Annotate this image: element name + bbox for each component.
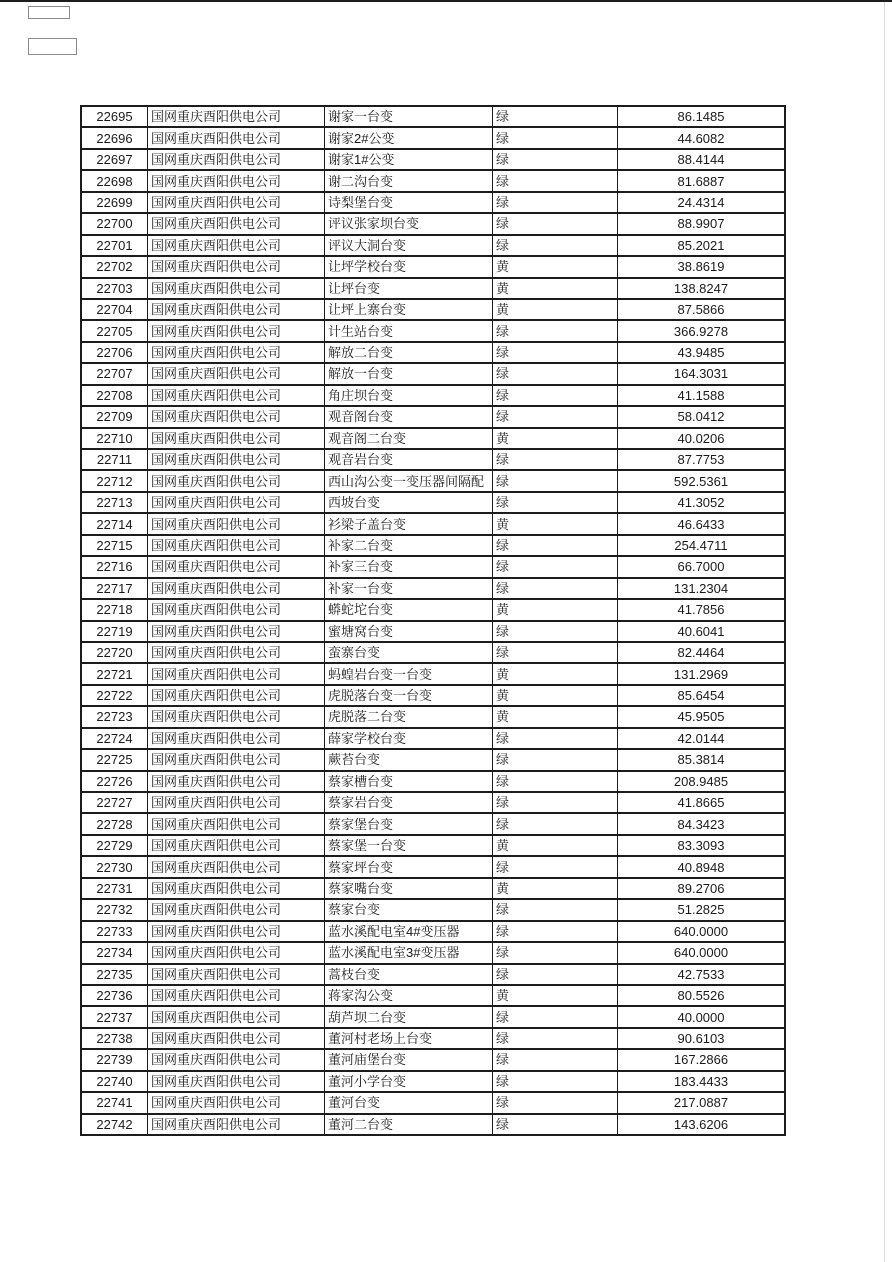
cell-company: 国网重庆酉阳供电公司 — [148, 386, 325, 405]
cell-row-id: 22699 — [82, 193, 148, 212]
cell-status: 绿 — [493, 1029, 618, 1048]
cell-company: 国网重庆酉阳供电公司 — [148, 664, 325, 683]
cell-row-id: 22718 — [82, 600, 148, 619]
cell-value: 43.9485 — [677, 345, 725, 361]
cell-row-id: 22700 — [82, 214, 148, 233]
cell-station-name: 谢家1#公变 — [325, 150, 493, 169]
cell-value: 86.1485 — [677, 109, 725, 125]
cell-value: 66.7000 — [677, 559, 725, 575]
cell-company: 国网重庆酉阳供电公司 — [148, 643, 325, 662]
cell-value: 90.6103 — [677, 1031, 725, 1047]
cell-station-name: 计生站台变 — [325, 321, 493, 340]
cell-status: 绿 — [493, 943, 618, 962]
cell-status: 黄 — [493, 686, 618, 705]
cell-company: 国网重庆酉阳供电公司 — [148, 1007, 325, 1026]
cell-value: 208.9485 — [673, 773, 729, 789]
cell-station-name: 虎脱落二台变 — [325, 707, 493, 726]
cell-company: 国网重庆酉阳供电公司 — [148, 321, 325, 340]
cell-value: 85.3814 — [677, 752, 725, 768]
cell-row-id: 22711 — [82, 450, 148, 469]
cell-value: 640.0000 — [673, 923, 729, 939]
cell-status: 绿 — [493, 814, 618, 833]
cell-station-name: 诗梨堡台变 — [325, 193, 493, 212]
cell-status: 绿 — [493, 1072, 618, 1091]
cell-value: 81.6887 — [677, 173, 725, 189]
table-row — [82, 536, 784, 557]
cell-station-name: 蔡家槽台变 — [325, 772, 493, 791]
cell-row-id: 22714 — [82, 514, 148, 533]
cell-status: 绿 — [493, 1093, 618, 1112]
cell-station-name: 西山沟公变一变压器间隔配 — [325, 471, 493, 490]
table-row — [82, 300, 784, 321]
cell-status: 黄 — [493, 600, 618, 619]
cell-row-id: 22696 — [82, 128, 148, 147]
cell-row-id: 22705 — [82, 321, 148, 340]
cell-status: 黄 — [493, 514, 618, 533]
cell-status: 绿 — [493, 1115, 618, 1134]
cell-company: 国网重庆酉阳供电公司 — [148, 579, 325, 598]
cell-value: 88.4144 — [677, 152, 725, 168]
cell-row-id: 22738 — [82, 1029, 148, 1048]
cell-row-id: 22704 — [82, 300, 148, 319]
table-row — [82, 236, 784, 257]
cell-value: 87.7753 — [677, 452, 725, 468]
table-row — [82, 729, 784, 750]
cell-row-id: 22728 — [82, 814, 148, 833]
cell-row-id: 22726 — [82, 772, 148, 791]
cell-company: 国网重庆酉阳供电公司 — [148, 429, 325, 448]
cell-company: 国网重庆酉阳供电公司 — [148, 214, 325, 233]
cell-status: 绿 — [493, 643, 618, 662]
cell-company: 国网重庆酉阳供电公司 — [148, 1029, 325, 1048]
cell-status: 绿 — [493, 343, 618, 362]
cell-value: 40.6041 — [677, 623, 725, 639]
cell-company: 国网重庆酉阳供电公司 — [148, 793, 325, 812]
cell-company: 国网重庆酉阳供电公司 — [148, 107, 325, 126]
cell-station-name: 蜜塘窝台变 — [325, 622, 493, 641]
cell-value: 41.7856 — [677, 602, 725, 618]
cell-station-name: 观音阁二台变 — [325, 429, 493, 448]
cell-station-name: 蔡家台变 — [325, 900, 493, 919]
cell-station-name: 蚂蝗岩台变一台变 — [325, 664, 493, 683]
cell-value: 40.0206 — [677, 430, 725, 446]
page-right-edge — [884, 2, 885, 1262]
cell-station-name: 解放一台变 — [325, 364, 493, 383]
cell-row-id: 22736 — [82, 986, 148, 1005]
cell-company: 国网重庆酉阳供电公司 — [148, 236, 325, 255]
cell-row-id: 22706 — [82, 343, 148, 362]
table-row — [82, 1093, 784, 1114]
cell-station-name: 蔡家岩台变 — [325, 793, 493, 812]
cell-status: 绿 — [493, 493, 618, 512]
cell-value: 254.4711 — [674, 537, 728, 553]
cell-station-name: 观音岩台变 — [325, 450, 493, 469]
cell-station-name: 董河村老场上台变 — [325, 1029, 493, 1048]
cell-value: 40.8948 — [677, 859, 725, 875]
cell-station-name: 补家二台变 — [325, 536, 493, 555]
table-row — [82, 922, 784, 943]
cell-row-id: 22721 — [82, 664, 148, 683]
table-row — [82, 622, 784, 643]
cell-station-name: 董河庙堡台变 — [325, 1050, 493, 1069]
table-row — [82, 1072, 784, 1093]
cell-value: 42.7533 — [677, 966, 725, 982]
cell-value: 138.8247 — [673, 280, 729, 296]
table-row — [82, 857, 784, 878]
cell-row-id: 22740 — [82, 1072, 148, 1091]
table-row — [82, 364, 784, 385]
table-row — [82, 600, 784, 621]
cell-company: 国网重庆酉阳供电公司 — [148, 514, 325, 533]
cell-company: 国网重庆酉阳供电公司 — [148, 150, 325, 169]
cell-station-name: 让坪上寨台变 — [325, 300, 493, 319]
cell-status: 绿 — [493, 729, 618, 748]
table-row — [82, 879, 784, 900]
page-top-border — [0, 0, 892, 2]
cell-company: 国网重庆酉阳供电公司 — [148, 707, 325, 726]
cell-company: 国网重庆酉阳供电公司 — [148, 965, 325, 984]
table-row — [82, 171, 784, 192]
cell-company: 国网重庆酉阳供电公司 — [148, 450, 325, 469]
table-row — [82, 321, 784, 342]
cell-status: 绿 — [493, 471, 618, 490]
table-row — [82, 471, 784, 492]
cell-value: 40.0000 — [677, 1009, 725, 1025]
cell-station-name: 虎脱落台变一台变 — [325, 686, 493, 705]
cell-status: 绿 — [493, 965, 618, 984]
cell-station-name: 蒋家沟公变 — [325, 986, 493, 1005]
cell-value: 85.6454 — [677, 688, 725, 704]
cell-status: 绿 — [493, 922, 618, 941]
cell-status: 绿 — [493, 579, 618, 598]
transformer-table-body — [82, 107, 784, 1136]
cell-station-name: 蕨苔台变 — [325, 750, 493, 769]
cell-station-name: 葫芦坝二台变 — [325, 1007, 493, 1026]
cell-company: 国网重庆酉阳供电公司 — [148, 557, 325, 576]
cell-status: 绿 — [493, 622, 618, 641]
cell-station-name: 谢家2#公变 — [325, 128, 493, 147]
cell-status: 绿 — [493, 750, 618, 769]
table-row — [82, 965, 784, 986]
table-row — [82, 686, 784, 707]
cell-row-id: 22707 — [82, 364, 148, 383]
cell-station-name: 解放二台变 — [325, 343, 493, 362]
cell-row-id: 22708 — [82, 386, 148, 405]
cell-company: 国网重庆酉阳供电公司 — [148, 686, 325, 705]
cell-row-id: 22715 — [82, 536, 148, 555]
cell-value: 84.3423 — [677, 816, 725, 832]
cell-row-id: 22741 — [82, 1093, 148, 1112]
cell-status: 黄 — [493, 257, 618, 276]
cell-row-id: 22734 — [82, 943, 148, 962]
table-row — [82, 1029, 784, 1050]
cell-value: 83.3093 — [677, 838, 725, 854]
table-row — [82, 386, 784, 407]
cell-status: 黄 — [493, 836, 618, 855]
table-row — [82, 707, 784, 728]
cell-station-name: 角庄坝台变 — [325, 386, 493, 405]
cell-station-name: 评议张家坝台变 — [325, 214, 493, 233]
cell-status: 黄 — [493, 986, 618, 1005]
cell-row-id: 22735 — [82, 965, 148, 984]
cell-company: 国网重庆酉阳供电公司 — [148, 364, 325, 383]
cell-status: 黄 — [493, 429, 618, 448]
cell-company: 国网重庆酉阳供电公司 — [148, 943, 325, 962]
cell-row-id: 22727 — [82, 793, 148, 812]
cell-value: 24.4314 — [677, 194, 725, 210]
table-row — [82, 664, 784, 685]
placeholder-box-2 — [28, 38, 77, 55]
cell-station-name: 薛家学校台变 — [325, 729, 493, 748]
cell-company: 国网重庆酉阳供电公司 — [148, 986, 325, 1005]
table-row — [82, 407, 784, 428]
cell-row-id: 22709 — [82, 407, 148, 426]
cell-station-name: 评议大洞台变 — [325, 236, 493, 255]
cell-value: 41.3052 — [677, 495, 725, 511]
cell-row-id: 22716 — [82, 557, 148, 576]
cell-station-name: 让坪台变 — [325, 279, 493, 298]
cell-row-id: 22724 — [82, 729, 148, 748]
cell-company: 国网重庆酉阳供电公司 — [148, 1072, 325, 1091]
cell-row-id: 22722 — [82, 686, 148, 705]
cell-value: 42.0144 — [677, 730, 725, 746]
cell-station-name: 蔡家坪台变 — [325, 857, 493, 876]
table-row — [82, 750, 784, 771]
table-row — [82, 257, 784, 278]
cell-row-id: 22710 — [82, 429, 148, 448]
cell-value: 131.2304 — [673, 580, 729, 596]
cell-value: 41.1588 — [677, 387, 725, 403]
cell-station-name: 董河二台变 — [325, 1115, 493, 1134]
table-row — [82, 579, 784, 600]
table-row — [82, 557, 784, 578]
cell-status: 绿 — [493, 772, 618, 791]
cell-row-id: 22725 — [82, 750, 148, 769]
cell-status: 绿 — [493, 1050, 618, 1069]
table-row — [82, 814, 784, 835]
cell-station-name: 观音阁台变 — [325, 407, 493, 426]
table-row — [82, 429, 784, 450]
cell-station-name: 让坪学校台变 — [325, 257, 493, 276]
cell-status: 绿 — [493, 236, 618, 255]
cell-row-id: 22733 — [82, 922, 148, 941]
cell-station-name: 补家三台变 — [325, 557, 493, 576]
cell-row-id: 22730 — [82, 857, 148, 876]
cell-company: 国网重庆酉阳供电公司 — [148, 171, 325, 190]
cell-status: 黄 — [493, 279, 618, 298]
cell-station-name: 蛮寨台变 — [325, 643, 493, 662]
cell-company: 国网重庆酉阳供电公司 — [148, 343, 325, 362]
cell-status: 黄 — [493, 300, 618, 319]
cell-company: 国网重庆酉阳供电公司 — [148, 1115, 325, 1134]
cell-status: 绿 — [493, 321, 618, 340]
cell-status: 绿 — [493, 900, 618, 919]
cell-value: 89.2706 — [677, 880, 725, 896]
cell-value: 46.6433 — [677, 516, 725, 532]
cell-company: 国网重庆酉阳供电公司 — [148, 1093, 325, 1112]
cell-row-id: 22713 — [82, 493, 148, 512]
cell-value: 183.4433 — [673, 1073, 729, 1089]
cell-value: 51.2825 — [677, 902, 725, 918]
cell-company: 国网重庆酉阳供电公司 — [148, 193, 325, 212]
cell-status: 绿 — [493, 557, 618, 576]
cell-value: 592.5361 — [673, 473, 729, 489]
cell-status: 绿 — [493, 171, 618, 190]
table-row — [82, 514, 784, 535]
table-row — [82, 772, 784, 793]
cell-company: 国网重庆酉阳供电公司 — [148, 879, 325, 898]
cell-company: 国网重庆酉阳供电公司 — [148, 772, 325, 791]
table-row — [82, 150, 784, 171]
cell-station-name: 蒿枝台变 — [325, 965, 493, 984]
table-row — [82, 1007, 784, 1028]
cell-station-name: 蓝水溪配电室3#变压器 — [325, 943, 493, 962]
table-row — [82, 193, 784, 214]
table-row — [82, 343, 784, 364]
cell-value: 143.6206 — [673, 1116, 729, 1132]
cell-station-name: 董河台变 — [325, 1093, 493, 1112]
table-row — [82, 279, 784, 300]
cell-company: 国网重庆酉阳供电公司 — [148, 600, 325, 619]
cell-status: 绿 — [493, 364, 618, 383]
cell-company: 国网重庆酉阳供电公司 — [148, 729, 325, 748]
cell-company: 国网重庆酉阳供电公司 — [148, 257, 325, 276]
table-row — [82, 836, 784, 857]
cell-status: 黄 — [493, 707, 618, 726]
cell-row-id: 22742 — [82, 1115, 148, 1134]
cell-station-name: 衫梁子盖台变 — [325, 514, 493, 533]
cell-row-id: 22701 — [82, 236, 148, 255]
cell-company: 国网重庆酉阳供电公司 — [148, 407, 325, 426]
table-row — [82, 643, 784, 664]
cell-status: 黄 — [493, 664, 618, 683]
cell-value: 41.8665 — [677, 795, 725, 811]
cell-company: 国网重庆酉阳供电公司 — [148, 536, 325, 555]
table-row — [82, 1115, 784, 1136]
cell-value: 640.0000 — [673, 945, 729, 961]
cell-company: 国网重庆酉阳供电公司 — [148, 922, 325, 941]
cell-value: 88.9907 — [677, 216, 725, 232]
cell-value: 167.2866 — [673, 1052, 729, 1068]
table-row — [82, 214, 784, 235]
cell-row-id: 22697 — [82, 150, 148, 169]
cell-station-name: 蟒蛇坨台变 — [325, 600, 493, 619]
cell-status: 绿 — [493, 793, 618, 812]
cell-station-name: 蔡家堡台变 — [325, 814, 493, 833]
cell-value: 85.2021 — [677, 237, 725, 253]
table-row — [82, 107, 784, 128]
cell-row-id: 22717 — [82, 579, 148, 598]
cell-company: 国网重庆酉阳供电公司 — [148, 900, 325, 919]
cell-status: 绿 — [493, 450, 618, 469]
cell-status: 绿 — [493, 386, 618, 405]
table-row — [82, 1050, 784, 1071]
cell-station-name: 西坡台变 — [325, 493, 493, 512]
cell-row-id: 22720 — [82, 643, 148, 662]
cell-row-id: 22702 — [82, 257, 148, 276]
cell-value: 82.4464 — [677, 645, 725, 661]
cell-status: 绿 — [493, 407, 618, 426]
cell-company: 国网重庆酉阳供电公司 — [148, 471, 325, 490]
cell-status: 绿 — [493, 107, 618, 126]
cell-value: 87.5866 — [677, 302, 725, 318]
cell-row-id: 22737 — [82, 1007, 148, 1026]
cell-status: 绿 — [493, 214, 618, 233]
cell-status: 绿 — [493, 536, 618, 555]
cell-row-id: 22731 — [82, 879, 148, 898]
cell-row-id: 22729 — [82, 836, 148, 855]
cell-station-name: 蓝水溪配电室4#变压器 — [325, 922, 493, 941]
cell-row-id: 22698 — [82, 171, 148, 190]
cell-value: 58.0412 — [677, 409, 725, 425]
cell-row-id: 22739 — [82, 1050, 148, 1069]
cell-value: 44.6082 — [677, 130, 725, 146]
cell-value: 38.8619 — [677, 259, 725, 275]
cell-company: 国网重庆酉阳供电公司 — [148, 836, 325, 855]
cell-row-id: 22695 — [82, 107, 148, 126]
cell-station-name: 董河小学台变 — [325, 1072, 493, 1091]
table-row — [82, 900, 784, 921]
cell-status: 绿 — [493, 1007, 618, 1026]
cell-value: 131.2969 — [673, 666, 729, 682]
cell-company: 国网重庆酉阳供电公司 — [148, 750, 325, 769]
cell-value: 45.9505 — [677, 709, 725, 725]
cell-row-id: 22712 — [82, 471, 148, 490]
table-row — [82, 128, 784, 149]
cell-station-name: 谢二沟台变 — [325, 171, 493, 190]
cell-station-name: 谢家一台变 — [325, 107, 493, 126]
cell-status: 绿 — [493, 128, 618, 147]
cell-company: 国网重庆酉阳供电公司 — [148, 300, 325, 319]
cell-value: 366.9278 — [673, 323, 729, 339]
table-row — [82, 793, 784, 814]
table-row — [82, 450, 784, 471]
table-row — [82, 493, 784, 514]
cell-row-id: 22703 — [82, 279, 148, 298]
cell-company: 国网重庆酉阳供电公司 — [148, 857, 325, 876]
table-row — [82, 986, 784, 1007]
cell-company: 国网重庆酉阳供电公司 — [148, 279, 325, 298]
cell-status: 绿 — [493, 857, 618, 876]
cell-status: 绿 — [493, 150, 618, 169]
cell-company: 国网重庆酉阳供电公司 — [148, 493, 325, 512]
cell-company: 国网重庆酉阳供电公司 — [148, 622, 325, 641]
cell-value: 217.0887 — [673, 1095, 729, 1111]
cell-station-name: 蔡家嘴台变 — [325, 879, 493, 898]
placeholder-box-1 — [28, 6, 70, 19]
cell-row-id: 22732 — [82, 900, 148, 919]
cell-row-id: 22719 — [82, 622, 148, 641]
cell-row-id: 22723 — [82, 707, 148, 726]
cell-value: 80.5526 — [677, 988, 725, 1004]
table-row — [82, 943, 784, 964]
cell-company: 国网重庆酉阳供电公司 — [148, 1050, 325, 1069]
cell-status: 绿 — [493, 193, 618, 212]
cell-station-name: 蔡家堡一台变 — [325, 836, 493, 855]
cell-company: 国网重庆酉阳供电公司 — [148, 814, 325, 833]
transformer-table — [80, 105, 786, 1136]
cell-status: 黄 — [493, 879, 618, 898]
cell-value: 164.3031 — [673, 366, 729, 382]
cell-station-name: 补家一台变 — [325, 579, 493, 598]
cell-company: 国网重庆酉阳供电公司 — [148, 128, 325, 147]
